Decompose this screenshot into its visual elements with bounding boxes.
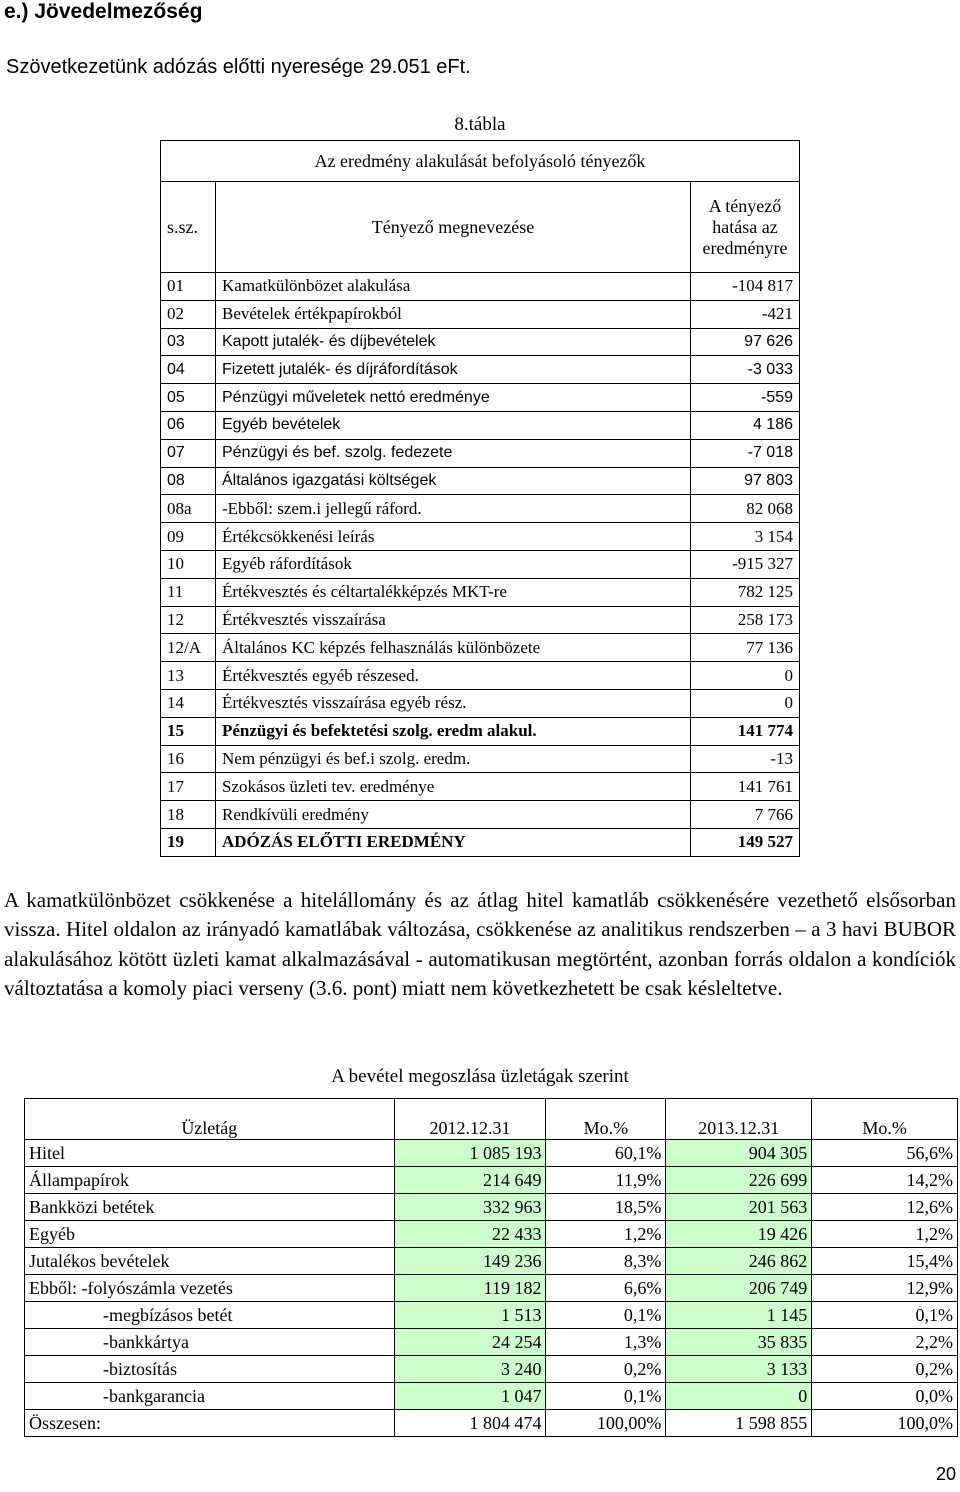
row-value: -13 [691, 745, 800, 773]
row-number: 07 [161, 439, 216, 467]
row-name: Értékvesztés és céltartalékképzés MKT-re [216, 578, 691, 606]
value-2013: 226 699 [666, 1167, 812, 1194]
row-name: -Ebből: szem.i jellegű ráford. [216, 495, 691, 523]
pct-2012: 1,3% [546, 1329, 666, 1356]
col-header-name: Tényező megnevezése [216, 182, 691, 273]
row-value: 141 761 [691, 773, 800, 801]
pct-2012: 0,1% [546, 1383, 666, 1410]
table-row [161, 773, 800, 801]
row-name: Kamatkülönbözet alakulása [216, 273, 691, 301]
table-row [25, 1140, 958, 1167]
revenue-table [24, 1098, 958, 1437]
pct-2013: 0,1% [812, 1302, 958, 1329]
value-2012: 332 963 [394, 1194, 546, 1221]
row-name: Általános igazgatási költségek [216, 467, 691, 495]
col-header-effect: A tényező hatása az eredményre [691, 182, 800, 273]
value-2013: 206 749 [666, 1275, 812, 1302]
row-number: 09 [161, 523, 216, 551]
row-name: Pénzügyi és befektetési szolg. eredm alakul. [216, 717, 691, 745]
row-name: Összesen: [25, 1410, 395, 1437]
row-name: Bankközi betétek [25, 1194, 395, 1221]
row-name: -biztosítás [25, 1356, 395, 1383]
intro-text: Szövetkezetünk adózás előtti nyeresége 29.051 eFt. [6, 56, 471, 78]
row-number: 08 [161, 467, 216, 495]
row-name: Nem pénzügyi és bef.i szolg. eredm. [216, 745, 691, 773]
row-name: Általános KC képzés felhasználás különbözete [216, 634, 691, 662]
table-row [161, 523, 800, 551]
value-2012: 1 804 474 [394, 1410, 546, 1437]
row-name: Pénzügyi és bef. szolg. fedezete [216, 439, 691, 467]
col-header-pct-2013: Mo.% [812, 1099, 958, 1140]
col-header-pct-2012: Mo.% [546, 1099, 666, 1140]
value-2012: 1 047 [394, 1383, 546, 1410]
pct-2012: 11,9% [546, 1167, 666, 1194]
value-2012: 214 649 [394, 1167, 546, 1194]
value-2013: 3 133 [666, 1356, 812, 1383]
table-row [161, 634, 800, 662]
table-row [161, 328, 800, 356]
pct-2012: 8,3% [546, 1248, 666, 1275]
table-row [161, 745, 800, 773]
table-row [161, 550, 800, 578]
pct-2012: 6,6% [546, 1275, 666, 1302]
row-name: Egyéb ráfordítások [216, 550, 691, 578]
row-name: Jutalékos bevételek [25, 1248, 395, 1275]
table-row [161, 689, 800, 717]
table-row [25, 1329, 958, 1356]
pct-2013: 56,6% [812, 1140, 958, 1167]
row-value: 141 774 [691, 717, 800, 745]
table-row [161, 411, 800, 439]
pct-2013: 15,4% [812, 1248, 958, 1275]
value-2013: 1 145 [666, 1302, 812, 1329]
value-2012: 24 254 [394, 1329, 546, 1356]
row-name: -bankkártya [25, 1329, 395, 1356]
body-paragraph: A kamatkülönbözet csökkenése a hitelállomány és az átlag hitel kamatláb csökkenésére vezethető elsősorban vissza. Hitel oldalon az irányadó kamatlábak változása, csökkenése az analitikus rendszerben – a 3 havi BUBOR alakulásához kötött üzleti kamat alkalmazásával - automatikusan megtörtént, azonban forrás oldalon a kondíciók változtatása a komoly piaci verseny (3.6. pont) miatt nem következhetett be csak késleltetve. [4, 888, 956, 1001]
col-header-2013: 2013.12.31 [666, 1099, 812, 1140]
table-row [161, 384, 800, 412]
row-number: 04 [161, 356, 216, 384]
row-name: -bankgarancia [25, 1383, 395, 1410]
page-number: 20 [935, 1464, 956, 1484]
row-value: 0 [691, 689, 800, 717]
table-row [161, 495, 800, 523]
table-row [25, 1302, 958, 1329]
row-number: 13 [161, 662, 216, 690]
row-number: 03 [161, 328, 216, 356]
pct-2012: 18,5% [546, 1194, 666, 1221]
pct-2013: 1,2% [812, 1221, 958, 1248]
pct-2013: 2,2% [812, 1329, 958, 1356]
row-name: Értékvesztés visszaírása [216, 606, 691, 634]
row-number: 14 [161, 689, 216, 717]
value-2013: 904 305 [666, 1140, 812, 1167]
pct-2013: 0,0% [812, 1383, 958, 1410]
value-2012: 22 433 [394, 1221, 546, 1248]
row-name: Pénzügyi műveletek nettó eredménye [216, 384, 691, 412]
pct-2012: 100,00% [546, 1410, 666, 1437]
row-number: 19 [161, 828, 216, 856]
row-number: 16 [161, 745, 216, 773]
row-name: Hitel [25, 1140, 395, 1167]
row-number: 18 [161, 801, 216, 829]
row-value: -421 [691, 300, 800, 328]
row-value: 82 068 [691, 495, 800, 523]
row-value: 3 154 [691, 523, 800, 551]
table-row [161, 356, 800, 384]
section-heading: e.) Jövedelmezőség [4, 0, 203, 23]
row-name: ADÓZÁS ELŐTTI EREDMÉNY [216, 828, 691, 856]
pct-2013: 12,9% [812, 1275, 958, 1302]
pct-2013: 100,0% [812, 1410, 958, 1437]
row-value: 0 [691, 662, 800, 690]
table-row [161, 662, 800, 690]
table-row [161, 606, 800, 634]
table-row [25, 1356, 958, 1383]
row-name: Ebből: -folyószámla vezetés [25, 1275, 395, 1302]
row-value: -3 033 [691, 356, 800, 384]
value-2012: 149 236 [394, 1248, 546, 1275]
value-2013: 19 426 [666, 1221, 812, 1248]
row-value: 77 136 [691, 634, 800, 662]
row-number: 17 [161, 773, 216, 801]
row-name: Fizetett jutalék- és díjráfordítások [216, 356, 691, 384]
table-row [161, 439, 800, 467]
row-number: 11 [161, 578, 216, 606]
pct-2013: 0,2% [812, 1356, 958, 1383]
row-name: Egyéb bevételek [216, 411, 691, 439]
table-row [161, 578, 800, 606]
value-2013: 1 598 855 [666, 1410, 812, 1437]
row-number: 15 [161, 717, 216, 745]
row-number: 12/A [161, 634, 216, 662]
col-header-2012: 2012.12.31 [394, 1099, 546, 1140]
pct-2013: 12,6% [812, 1194, 958, 1221]
row-value: 258 173 [691, 606, 800, 634]
pct-2012: 60,1% [546, 1140, 666, 1167]
value-2012: 1 085 193 [394, 1140, 546, 1167]
value-2013: 0 [666, 1383, 812, 1410]
pct-2012: 1,2% [546, 1221, 666, 1248]
row-name: Értékvesztés visszaírása egyéb rész. [216, 689, 691, 717]
revenue-table-title: A bevétel megoszlása üzletágak szerint [331, 1066, 629, 1087]
table-number: 8.tábla [454, 114, 506, 135]
factors-table-title: Az eredmény alakulását befolyásoló tényezők [161, 141, 800, 182]
row-value: 4 186 [691, 411, 800, 439]
pct-2013: 14,2% [812, 1167, 958, 1194]
table-row [161, 467, 800, 495]
row-value: 782 125 [691, 578, 800, 606]
value-2013: 201 563 [666, 1194, 812, 1221]
row-name: Bevételek értékpapírokból [216, 300, 691, 328]
value-2012: 119 182 [394, 1275, 546, 1302]
row-number: 06 [161, 411, 216, 439]
row-name: Értékvesztés egyéb részesed. [216, 662, 691, 690]
row-value: -104 817 [691, 273, 800, 301]
value-2012: 1 513 [394, 1302, 546, 1329]
row-number: 01 [161, 273, 216, 301]
row-name: Rendkívüli eredmény [216, 801, 691, 829]
row-name: Kapott jutalék- és díjbevételek [216, 328, 691, 356]
row-value: -7 018 [691, 439, 800, 467]
table-row [161, 300, 800, 328]
pct-2012: 0,2% [546, 1356, 666, 1383]
row-number: 08a [161, 495, 216, 523]
table-row [161, 717, 800, 745]
table-row-total [25, 1410, 958, 1437]
row-value: 97 803 [691, 467, 800, 495]
row-number: 05 [161, 384, 216, 412]
table-row [161, 273, 800, 301]
table-row [25, 1167, 958, 1194]
col-header-business: Üzletág [25, 1099, 395, 1140]
col-header-ssz: s.sz. [161, 182, 216, 273]
factors-table [160, 140, 800, 857]
row-name: Állampapírok [25, 1167, 395, 1194]
table-row [25, 1275, 958, 1302]
row-name: Szokásos üzleti tev. eredménye [216, 773, 691, 801]
row-name: Értékcsökkenési leírás [216, 523, 691, 551]
row-value: 7 766 [691, 801, 800, 829]
row-number: 12 [161, 606, 216, 634]
value-2013: 35 835 [666, 1329, 812, 1356]
row-number: 02 [161, 300, 216, 328]
pct-2012: 0,1% [546, 1302, 666, 1329]
table-row [161, 801, 800, 829]
table-row [25, 1248, 958, 1275]
row-value: 149 527 [691, 828, 800, 856]
row-name: -megbízásos betét [25, 1302, 395, 1329]
value-2012: 3 240 [394, 1356, 546, 1383]
table-row [25, 1194, 958, 1221]
row-value: 97 626 [691, 328, 800, 356]
value-2013: 246 862 [666, 1248, 812, 1275]
table-row [25, 1221, 958, 1248]
row-value: -915 327 [691, 550, 800, 578]
row-name: Egyéb [25, 1221, 395, 1248]
table-row [25, 1383, 958, 1410]
table-row-total [161, 828, 800, 856]
row-value: -559 [691, 384, 800, 412]
row-number: 10 [161, 550, 216, 578]
